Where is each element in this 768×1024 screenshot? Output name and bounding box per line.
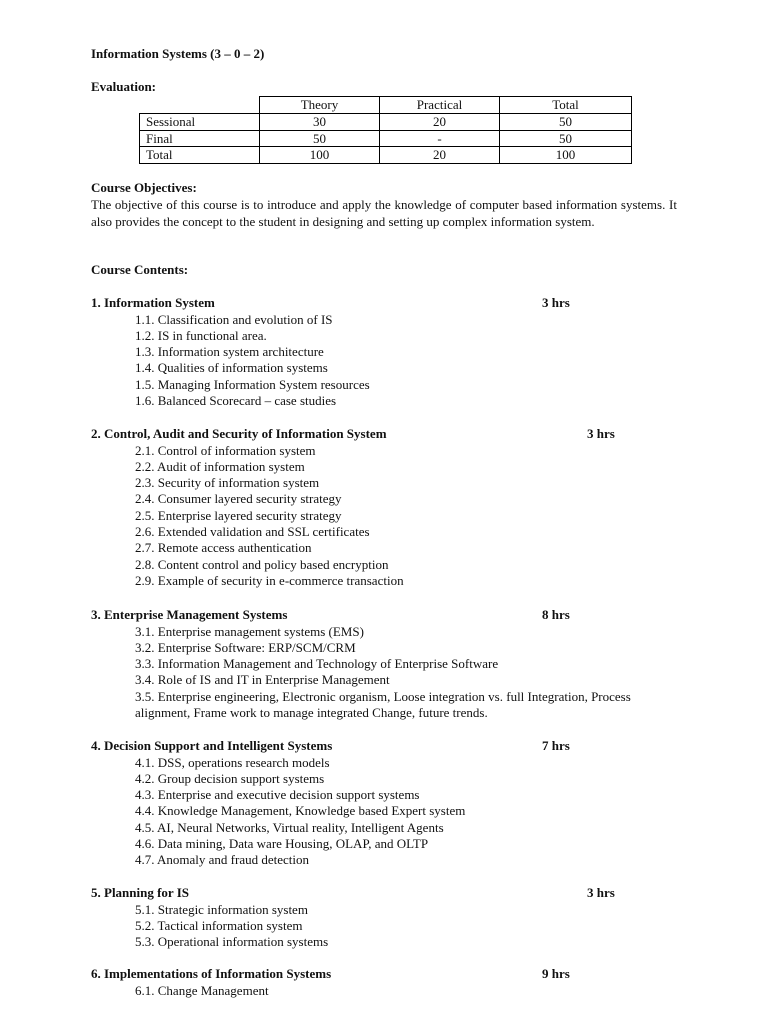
list-item: 2.7. Remote access authentication <box>135 540 312 556</box>
list-item: 2.6. Extended validation and SSL certificates <box>135 523 370 539</box>
section-planning-for-is <box>91 885 691 950</box>
evaluation-header-row <box>140 97 632 114</box>
list-item: 5.3. Operational information systems <box>135 934 329 950</box>
list-item: 4.7. Anomaly and fraud detection <box>135 852 310 868</box>
evaluation-cell: 100 <box>260 147 380 164</box>
evaluation-header-total: Total <box>500 97 632 114</box>
list-item: 3.4. Role of IS and IT in Enterprise Management <box>135 672 390 688</box>
list-item: 2.2. Audit of information system <box>135 458 305 474</box>
evaluation-cell: - <box>380 130 500 147</box>
section-hours: 3 hrs <box>587 885 615 900</box>
section-hours: 7 hrs <box>542 738 570 753</box>
contents-heading: Course Contents: <box>91 262 189 277</box>
list-item: 1.5. Managing Information System resources <box>135 376 370 392</box>
list-item: 4.4. Knowledge Management, Knowledge based Expert system <box>135 803 466 819</box>
evaluation-cell: 50 <box>260 130 380 147</box>
section-hours: 8 hrs <box>542 607 570 622</box>
evaluation-header-practical: Practical <box>380 97 500 114</box>
evaluation-header-blank <box>140 97 260 114</box>
list-item: 6.1. Change Management <box>135 982 269 998</box>
list-item: 2.9. Example of security in e-commerce transaction <box>135 572 404 588</box>
section-hours: 3 hrs <box>587 426 615 441</box>
section-title: 3. Enterprise Management Systems <box>91 607 288 622</box>
evaluation-cell: 20 <box>380 147 500 164</box>
list-item: 2.5. Enterprise layered security strategy <box>135 507 342 523</box>
evaluation-cell: 20 <box>380 113 500 130</box>
section-title: 1. Information System <box>91 295 215 310</box>
list-item: 5.2. Tactical information system <box>135 917 303 933</box>
evaluation-cell: 100 <box>500 147 632 164</box>
section-hours: 3 hrs <box>542 295 570 310</box>
list-item: 2.4. Consumer layered security strategy <box>135 491 342 507</box>
evaluation-cell: 30 <box>260 113 380 130</box>
list-item: 3.2. Enterprise Software: ERP/SCM/CRM <box>135 639 356 655</box>
evaluation-cell: Sessional <box>140 113 260 130</box>
evaluation-row-final <box>140 130 632 147</box>
section-information-system <box>91 295 691 409</box>
evaluation-row-sessional <box>140 113 632 130</box>
section-title: 4. Decision Support and Intelligent Systems <box>91 738 333 753</box>
evaluation-row-total <box>140 147 632 164</box>
course-title: Information Systems (3 – 0 – 2) <box>91 46 265 61</box>
list-item: 3.3. Information Management and Technology of Enterprise Software <box>135 656 499 672</box>
list-item: 1.3. Information system architecture <box>135 344 324 360</box>
list-item: 3.5. Enterprise engineering, Electronic organism, Loose integration vs. full Integration, Process alignment, Frame work to manage integrated Change, future trends. <box>135 688 631 721</box>
list-item: 1.1. Classification and evolution of IS <box>135 311 333 327</box>
list-item: 2.3. Security of information system <box>135 475 320 491</box>
section-hours: 9 hrs <box>542 966 570 981</box>
section-title: 5. Planning for IS <box>91 885 190 900</box>
evaluation-cell: Final <box>140 130 260 147</box>
section-enterprise-management <box>91 607 691 722</box>
evaluation-cell: 50 <box>500 113 632 130</box>
section-implementations <box>91 966 691 999</box>
list-item: 1.4. Qualities of information systems <box>135 360 328 376</box>
evaluation-cell: 50 <box>500 130 632 147</box>
list-item: 5.1. Strategic information system <box>135 901 308 917</box>
list-item: 4.5. AI, Neural Networks, Virtual reality, Intelligent Agents <box>135 819 444 835</box>
list-item: 4.6. Data mining, Data ware Housing, OLAP, and OLTP <box>135 835 429 851</box>
list-item: 1.6. Balanced Scorecard – case studies <box>135 392 337 408</box>
list-item: 4.2. Group decision support systems <box>135 770 325 786</box>
list-item: 1.2. IS in functional area. <box>135 327 267 343</box>
section-title: 2. Control, Audit and Security of Information System <box>91 426 387 441</box>
evaluation-header-theory: Theory <box>260 97 380 114</box>
evaluation-heading: Evaluation: <box>91 79 157 94</box>
evaluation-cell: Total <box>140 147 260 164</box>
evaluation-table <box>139 96 632 164</box>
objectives-heading: Course Objectives: <box>91 180 197 195</box>
list-item: 2.8. Content control and policy based encryption <box>135 556 389 572</box>
section-control-audit-security <box>91 426 691 589</box>
objectives-text: The objective of this course is to introduce and apply the knowledge of computer based information systems. It also provides the concept to the student in designing and setting up complex information system. <box>91 197 677 229</box>
section-title: 6. Implementations of Information Systems <box>91 966 332 981</box>
list-item: 2.1. Control of information system <box>135 442 316 458</box>
section-decision-support <box>91 738 691 869</box>
list-item: 4.3. Enterprise and executive decision support systems <box>135 787 420 803</box>
list-item: 3.1. Enterprise management systems (EMS) <box>135 623 364 639</box>
list-item: 4.1. DSS, operations research models <box>135 754 330 770</box>
